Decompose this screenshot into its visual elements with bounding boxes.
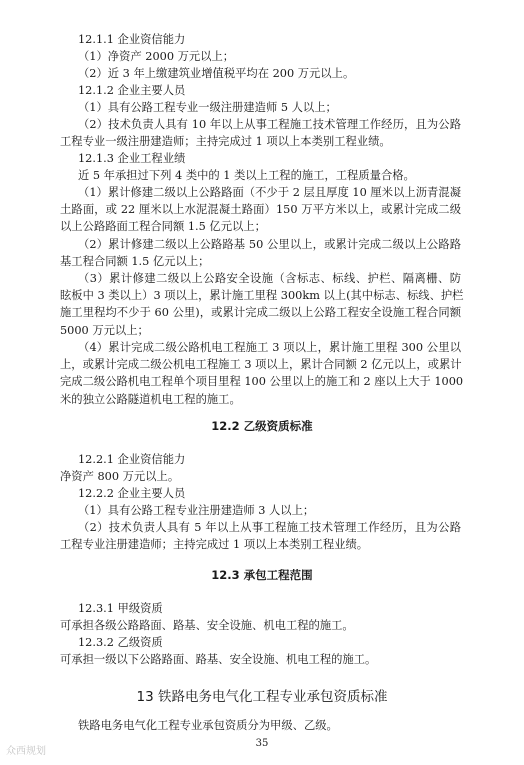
subsection-heading-12-1-1: 12.1.1 企业资信能力 [78,33,186,46]
paragraph-line: 上，或累计完成二级公机电工程施工 3 项以上，累计合同额 2 亿元以上，或累计 [60,358,462,372]
page-number: 35 [255,738,269,749]
paragraph-line: 土路面，或 22 厘米以上水泥混凝土路面）150 万平方米以上，或累计完成二级 [60,203,461,217]
paragraph: 可承担一级以下公路路面、路基、安全设施、机电工程的施工。 [60,653,377,666]
paragraph [60,236,461,270]
subsection-heading-12-3-2: 12.3.2 乙级资质 [78,636,163,649]
paragraph [60,519,461,553]
section-heading-12-2: 12.2 乙级资质标准 [211,419,313,433]
paragraph-line: 工程专业一级注册建造师；主持完成过 1 项以上本类别工程业绩。 [60,135,391,149]
paragraph-line: （2）累计修建二级以上公路路基 50 公里以上，或累计完成二级以上公路路 [78,238,461,251]
paragraph [60,184,461,236]
section-heading-13: 13 铁路电务电气化工程专业承包资质标准 [136,689,388,705]
section-heading-12-3: 12.3 承包工程范围 [211,568,313,582]
subsection-heading-12-1-3: 12.1.3 企业工程业绩 [78,152,186,165]
paragraph: （2）近 3 年上缴建筑业增值税平均在 200 万元以上。 [78,67,355,80]
paragraph-line: （2）技术负责人具有 5 年以上从事工程施工技术管理工作经历，且为公路 [78,521,461,534]
subsection-heading-12-2-2: 12.2.2 企业主要人员 [78,487,186,500]
paragraph-line: 基工程合同额 1.5 亿元以上； [60,255,210,269]
paragraph-line: （4）累计完成二级公路机电工程施工 3 项以上，累计施工里程 300 公里以 [78,341,461,354]
paragraph: 近 5 年承担过下列 4 类中的 1 类以上工程的施工，工程质量合格。 [78,169,415,182]
paragraph: （1）具有公路工程专业注册建造师 3 人以上； [78,504,315,517]
paragraph-line: 完成二级公路机电工程单个项目里程 100 公里以上的施工和 2 座以上大于 1000 [60,375,464,389]
paragraph-line: 工程专业注册建造师；主持完成过 1 项以上本类别工程业绩。 [60,538,369,552]
paragraph: （1）具有公路工程专业一级注册建造师 5 人以上； [78,101,337,114]
paragraph: 可承担各级公路路面、路基、安全设施、机电工程的施工。 [60,619,354,632]
paragraph: 净资产 800 万元以上。 [60,470,180,483]
subsection-heading-12-1-2: 12.1.2 企业主要人员 [78,84,186,97]
paragraph-line: 5000 万元以上； [60,323,149,337]
subsection-heading-12-2-1: 12.2.1 企业资信能力 [78,453,186,466]
paragraph [60,116,461,150]
paragraph-line: （2）技术负责人具有 10 年以上从事工程施工技术管理工作经历，且为公路 [78,118,461,131]
paragraph [60,339,464,408]
paragraph [60,270,464,339]
paragraph-line: 施工里程均不少于 60 公里)，或累计完成二级以上公路工程安全设施工程合同额 [60,306,461,320]
paragraph-line: （1）累计修建二级以上公路路面（不少于 2 层且厚度 10 厘米以上沥青混凝 [78,186,461,199]
paragraph-line: 以上公路路面工程合同额 1.5 亿元以上； [60,220,266,234]
subsection-heading-12-3-1: 12.3.1 甲级资质 [78,602,163,615]
paragraph: 铁路电务电气化工程专业承包资质分为甲级、乙级。 [78,719,338,732]
paragraph-line: 米的独立公路隧道机电工程的施工。 [60,392,241,406]
paragraph-line: 眩板中 3 类以上）3 项以上，累计施工里程 300km 以上(其中标志、标线、护栏 [60,289,464,303]
watermark: 众西规划 [6,746,46,757]
paragraph-line: （3）累计修建二级以上公路安全设施（含标志、标线、护栏、隔离栅、防 [78,272,461,285]
paragraph: （1）净资产 2000 万元以上； [78,50,235,63]
